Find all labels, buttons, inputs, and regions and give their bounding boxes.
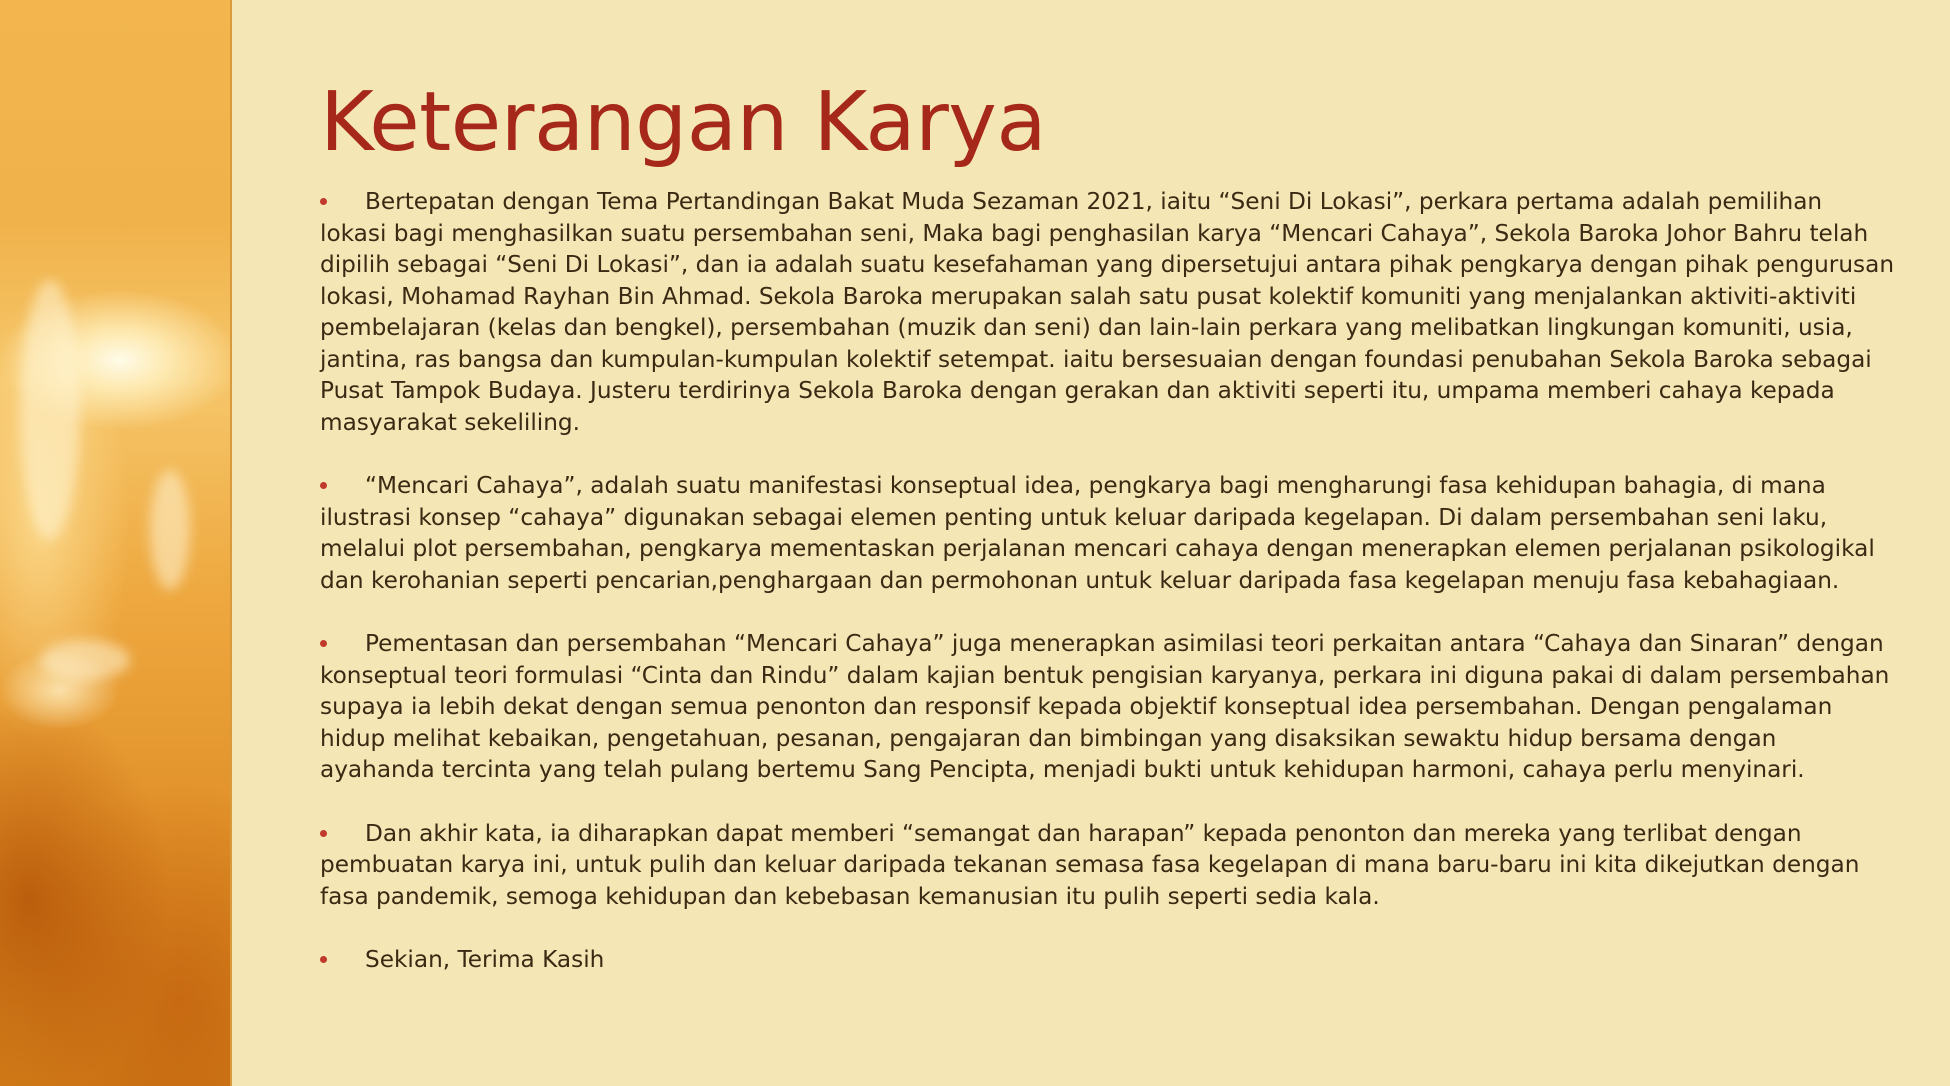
bullet-item [320, 944, 1895, 976]
slide-content [320, 75, 1895, 976]
bullet-text: Bertepatan dengan Tema Pertandingan Bakat Muda Sezaman 2021, iaitu “Seni Di Lokasi”, perkara pertama adalah pemilihan lokasi bagi menghasilkan suatu persembahan seni, Maka bagi penghasilan karya “Mencari Cahaya”, Sekola Baroka Johor Bahru telah dipilih sebagai “Seni Di Lokasi”, dan ia adalah suatu kesefahaman yang dipersetujui antara pihak pengkarya dengan pihak pengurusan lokasi, Mohamad Rayhan Bin Ahmad. Sekola Baroka merupakan salah satu pusat kolektif komuniti yang menjalankan aktiviti-aktiviti pembelajaran (kelas dan bengkel), persembahan (muzik dan seni) dan lain-lain perkara yang melibatkan lingkungan komuniti, usia, jantina, ras bangsa dan kumpulan-kumpulan kolektif setempat. iaitu bersesuaian dengan foundasi penubahan Sekola Baroka sebagai Pusat Tampok Budaya. Justeru terdirinya Sekola Baroka dengan gerakan dan aktiviti seperti itu, umpama memberi cahaya kepada masyarakat sekeliling. [320, 188, 1895, 436]
bullet-text: Pementasan dan persembahan “Mencari Cahaya” juga menerapkan asimilasi teori perkaitan antara “Cahaya dan Sinaran” dengan konseptual teori formulasi “Cinta dan Rindu” dalam kajian bentuk pengisian karyanya, perkara ini diguna pakai di dalam persembahan supaya ia lebih dekat dengan semua penonton dan responsif kepada objektif konseptual idea persembahan. Dengan pengalaman hidup melihat kebaikan, pengetahuan, pesanan, pengajaran dan bimbingan yang disaksikan sewaktu hidup bersama dengan ayahanda tercinta yang telah pulang bertemu Sang Pencipta, menjadi bukti untuk kehidupan harmoni, cahaya perlu menyinari. [320, 630, 1890, 784]
bullet-text: Dan akhir kata, ia diharapkan dapat memberi “semangat dan harapan” kepada penonton dan mereka yang terlibat dengan pembuatan karya ini, untuk pulih dan keluar daripada tekanan semasa fasa kegelapan di mana baru-baru ini kita dikejutkan dengan fasa pandemik, semoga kehidupan dan kebebasan kemanusian itu pulih seperti sedia kala. [320, 819, 1860, 910]
bullet-text: Sekian, Terima Kasih [365, 946, 605, 974]
bullet-dot-icon [320, 198, 327, 205]
bullet-item [320, 470, 1895, 596]
bullet-list [320, 186, 1895, 976]
bullet-dot-icon [320, 640, 327, 647]
side-divider [230, 0, 232, 1086]
bullet-dot-icon [320, 482, 327, 489]
bullet-text: “Mencari Cahaya”, adalah suatu manifestasi konseptual idea, pengkarya bagi mengharungi fasa kehidupan bahagia, di mana ilustrasi konsep “cahaya” digunakan sebagai elemen penting untuk keluar daripada kegelapan. Di dalam persembahan seni laku, melalui plot persembahan, pengkarya mementaskan perjalanan mencari cahaya dengan menerapkan elemen perjalanan psikologikal dan kerohanian seperti pencarian,penghargaan dan permohonan untuk keluar daripada fasa kegelapan menuju fasa kebahagiaan. [320, 472, 1875, 594]
bullet-dot-icon [320, 830, 327, 837]
bullet-item [320, 628, 1895, 786]
lightbulb-image [0, 0, 230, 1086]
bullet-dot-icon [320, 956, 327, 963]
bullet-item [320, 818, 1895, 913]
slide-title: Keterangan Karya [320, 75, 1047, 170]
bullet-item [320, 186, 1895, 438]
